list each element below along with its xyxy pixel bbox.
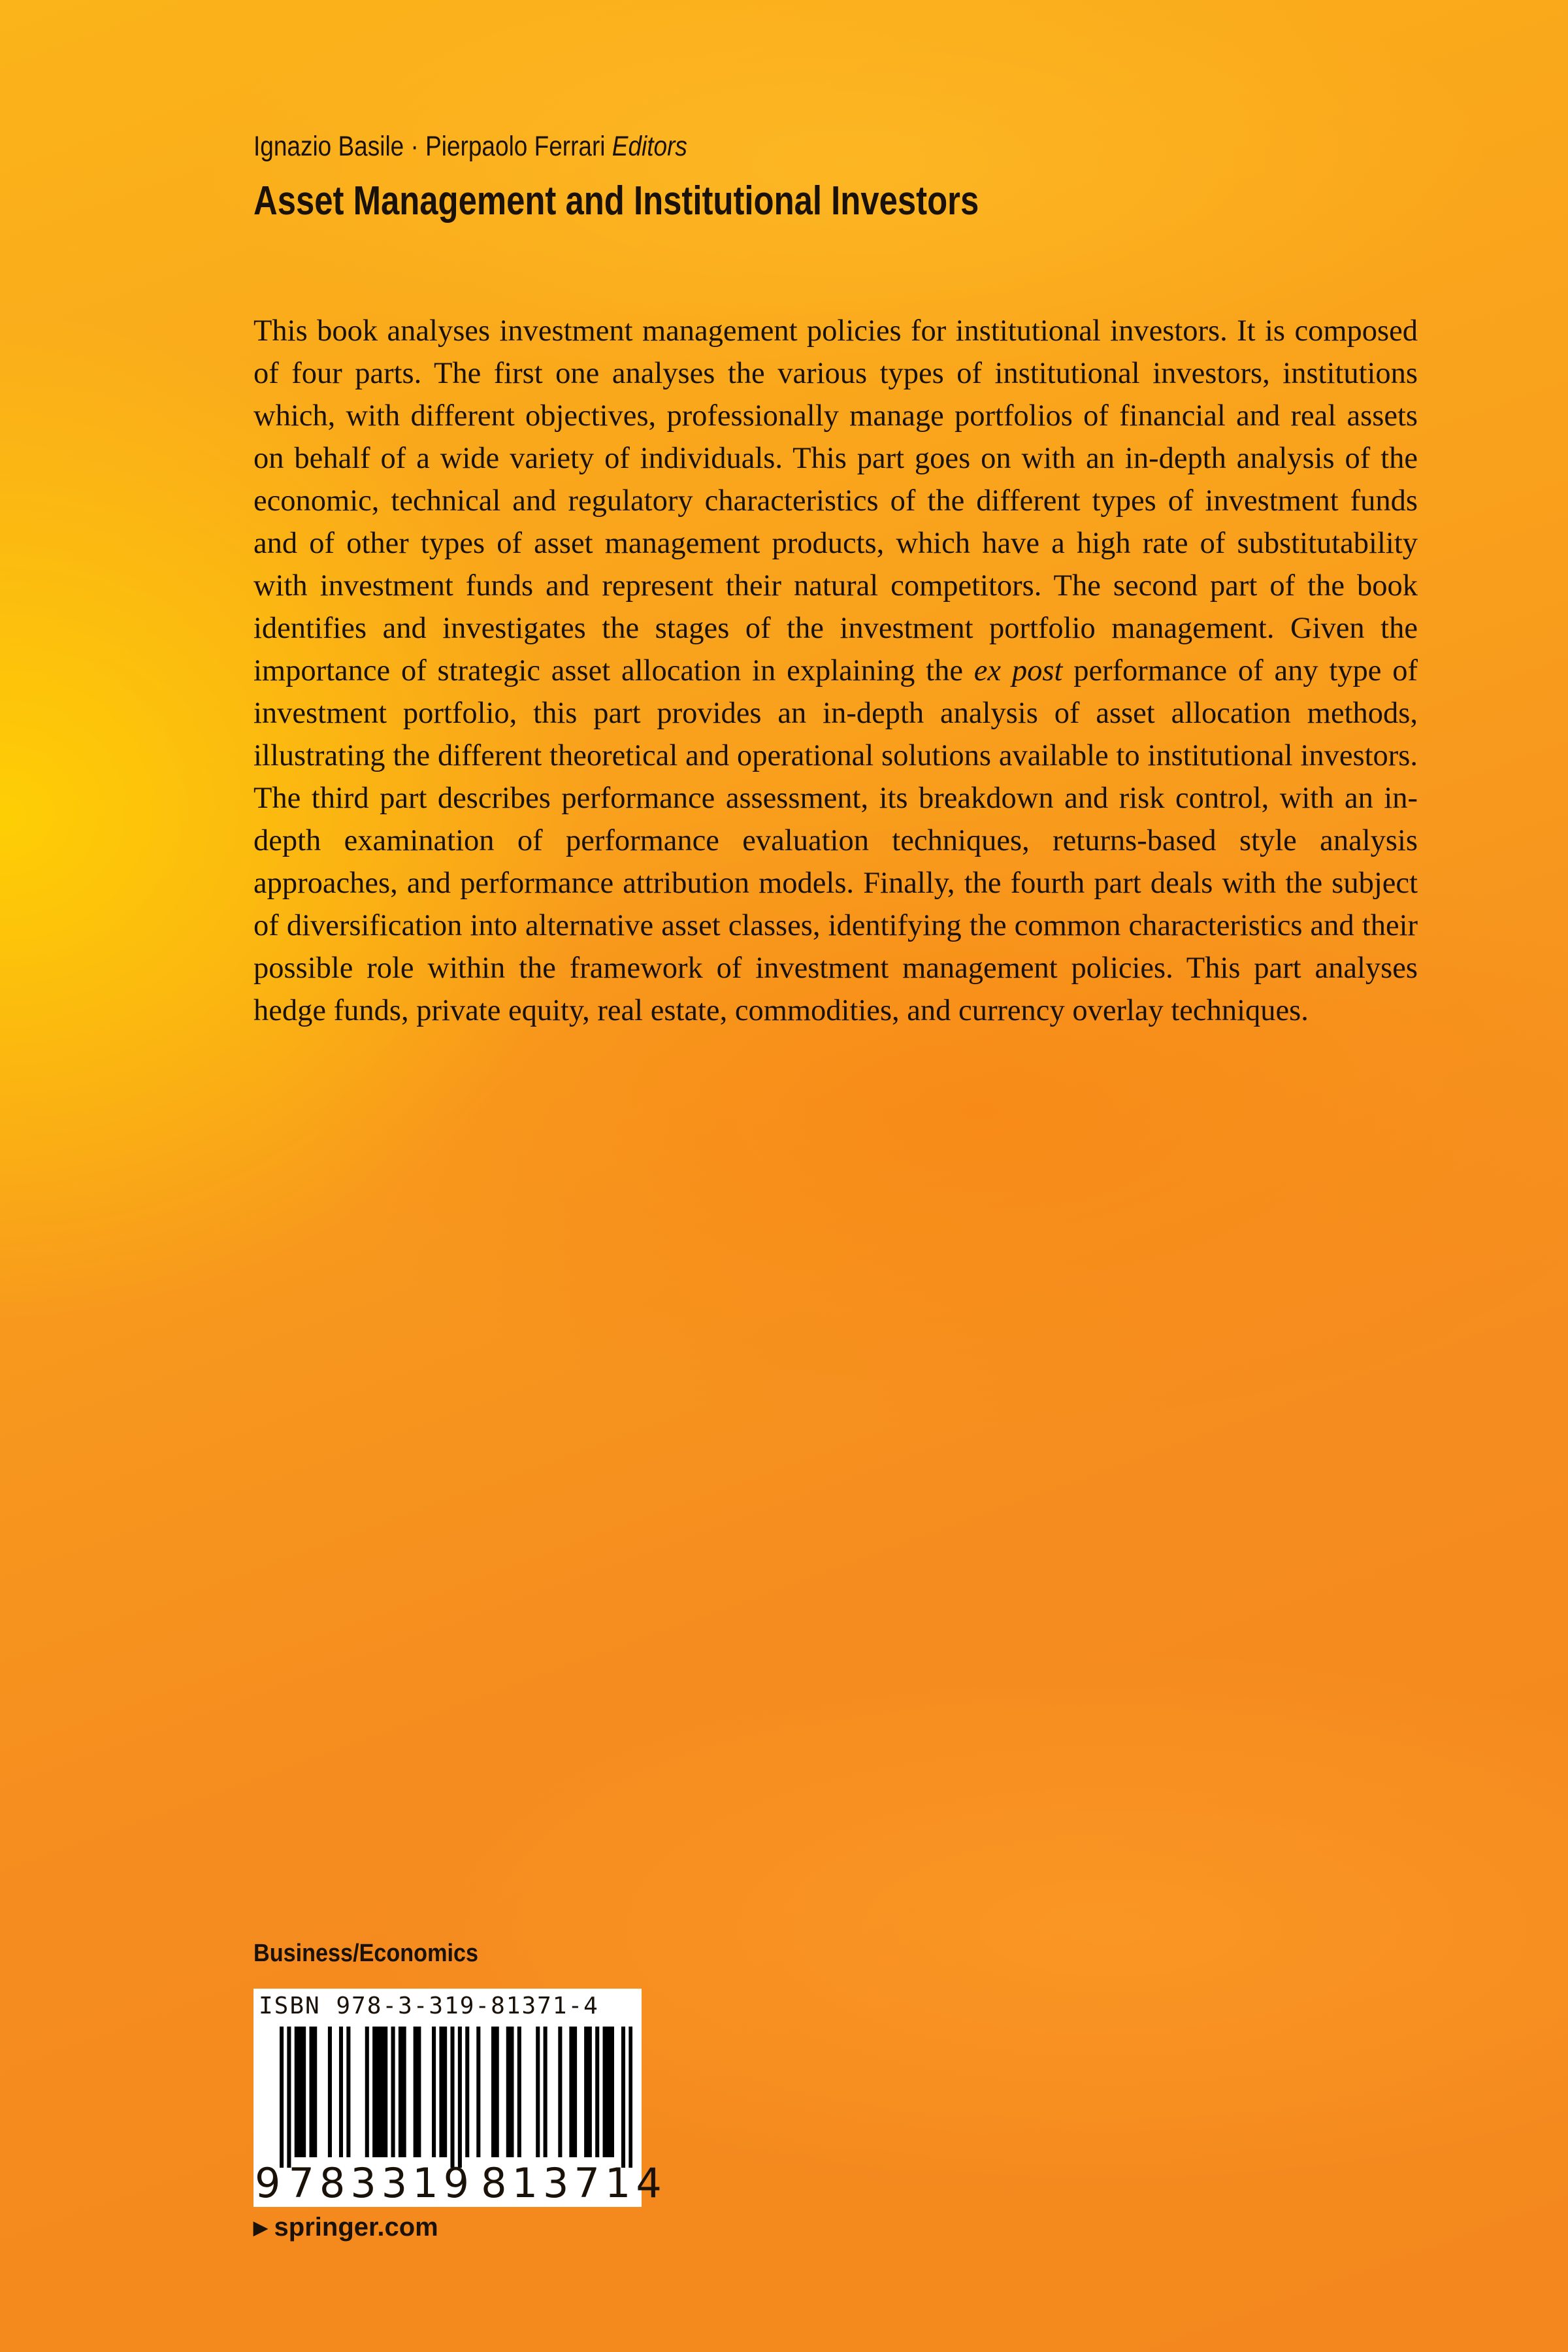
barcode-bar xyxy=(417,2027,421,2157)
barcode-icon xyxy=(280,2027,632,2168)
barcode-bar xyxy=(372,2027,376,2157)
isbn-label: ISBN 978-3-319-81371-4 xyxy=(259,1993,599,2019)
ean-left-group: 783319 xyxy=(288,2159,475,2207)
barcode-bar xyxy=(309,2027,313,2157)
barcode-bar xyxy=(399,2027,402,2157)
barcode-bar xyxy=(588,2027,592,2157)
barcode-bar xyxy=(391,2027,395,2157)
barcode-bar xyxy=(384,2027,387,2157)
editors-line xyxy=(253,131,687,163)
barcode-bar xyxy=(458,2027,462,2168)
barcode-bar xyxy=(302,2027,306,2157)
barcode-bar xyxy=(298,2027,302,2157)
book-title: Asset Management and Institutional Investors xyxy=(253,178,979,224)
barcode-bar xyxy=(432,2027,436,2157)
barcode-bar xyxy=(510,2027,514,2157)
barcode-bar xyxy=(339,2027,343,2157)
barcode-bar xyxy=(606,2027,610,2157)
barcode-bar xyxy=(313,2027,317,2157)
barcode-bar xyxy=(450,2027,454,2168)
barcode-bar xyxy=(603,2027,607,2157)
barcode-bar xyxy=(621,2027,625,2168)
barcode-bar xyxy=(365,2027,369,2157)
barcode-bar xyxy=(573,2027,577,2157)
barcode-bar xyxy=(495,2027,499,2157)
barcode-bar xyxy=(584,2027,588,2157)
abstract-text-part-2: performance of any type of investment portfolio, this part provides an in-depth analysis of asset allocation methods, illustrating the different theoretical and operational solutions available to institutional investors. The third part describes performance assessment, its breakdown and risk control, with an in-depth examination of performance evaluation techniques, returns-based style analysis approaches, and performance attribution models. Finally, the fourth part deals with the subject of diversification into alternative asset classes, identifying the common characteristics and their possible role within the framework of investment management policies. This part analyses hedge funds, private equity, real estate, commodities, and currency overlay techniques. xyxy=(253,654,1418,1027)
barcode-bar xyxy=(536,2027,540,2157)
isbn-barcode-box xyxy=(253,1989,667,2207)
abstract-italic-term: ex post xyxy=(973,654,1063,687)
barcode-bar xyxy=(465,2027,469,2157)
editors-role: Editors xyxy=(612,131,687,162)
editors-names: Ignazio Basile · Pierpaolo Ferrari xyxy=(253,131,606,162)
barcode-bar xyxy=(443,2027,447,2157)
publisher-link[interactable] xyxy=(253,2213,438,2242)
barcode-bar xyxy=(476,2027,480,2157)
barcode-bar xyxy=(287,2027,291,2168)
subject-category: Business/Economics xyxy=(253,1940,479,1967)
barcode-bar xyxy=(280,2027,284,2168)
barcode-bar xyxy=(380,2027,384,2157)
barcode-bar xyxy=(491,2027,495,2157)
barcode-bar xyxy=(439,2027,443,2157)
ean-digits xyxy=(255,2159,667,2207)
barcode-bar xyxy=(629,2027,632,2168)
triangle-right-icon: ▶ xyxy=(253,2217,268,2238)
barcode-bar xyxy=(346,2027,350,2157)
barcode-bar xyxy=(544,2027,547,2157)
abstract-text-part-1: This book analyses investment management policies for institutional investors. It is composed of four parts. The first one analyses the various types of institutional investors, institutions which, with different objectives, professionally manage portfolios of financial and real assets on behalf of a wide variety of individuals. This part goes on with an in-depth analysis of the economic, technical and regulatory characteristics of the different types of investment funds and of other types of asset management products, which have a high rate of substitutability with investment funds and represent their natural competitors. The second part of the book identifies and investigates the stages of the investment portfolio management. Given the importance of strategic asset allocation in explaining the xyxy=(253,314,1418,687)
barcode-bar xyxy=(414,2027,417,2157)
barcode-bar xyxy=(595,2027,599,2157)
barcode-bar xyxy=(610,2027,614,2157)
ean-first-digit: 9 xyxy=(255,2159,281,2207)
barcode-bar xyxy=(558,2027,562,2157)
barcode-bar xyxy=(402,2027,406,2157)
barcode-bar xyxy=(328,2027,332,2157)
publisher-url: springer.com xyxy=(274,2213,438,2242)
ean-right-group: 813714 xyxy=(481,2159,667,2207)
barcode-bar xyxy=(376,2027,380,2157)
barcode-bar xyxy=(506,2027,510,2157)
barcode-bar xyxy=(517,2027,521,2157)
book-abstract xyxy=(253,310,1418,1032)
barcode-bar xyxy=(295,2027,299,2157)
barcode-bar xyxy=(569,2027,573,2157)
